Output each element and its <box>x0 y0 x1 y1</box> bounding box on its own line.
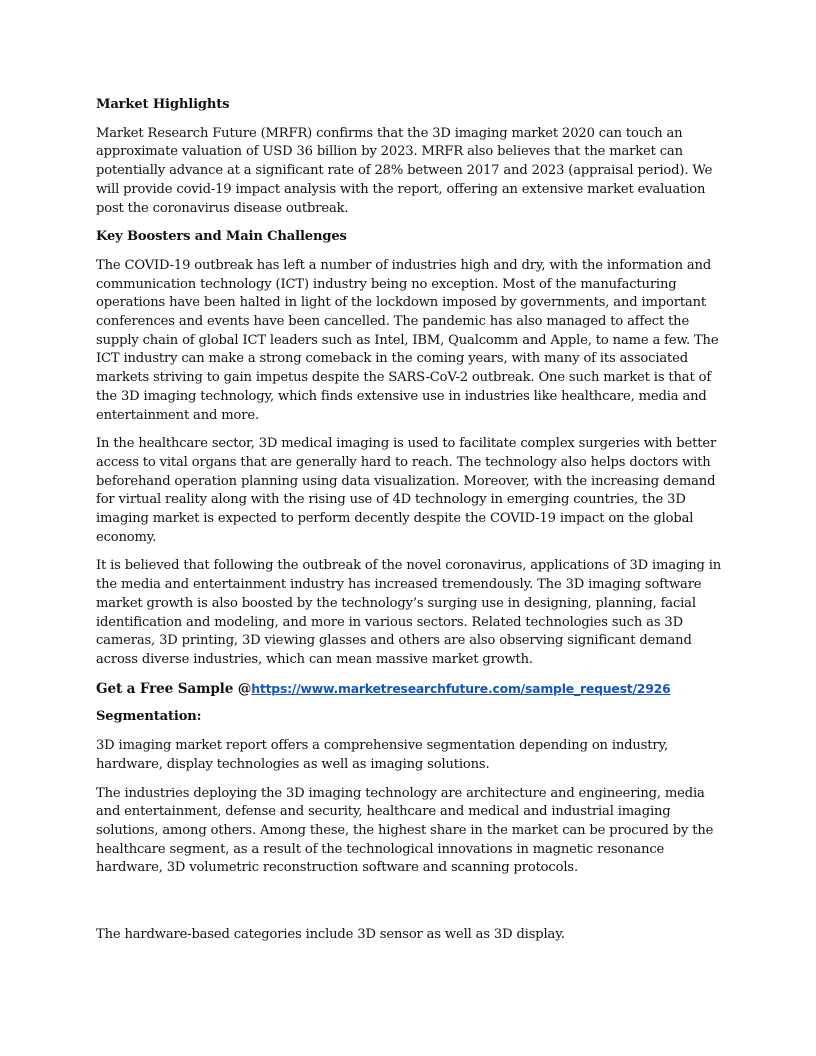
spacer <box>96 888 722 926</box>
key-boosters-paragraph-1: The COVID-19 outbreak has left a number of industries high and dry, with the information and communication technology (ICT) industry being no exception. Most of the manufacturing operations have been halted in light of the lockdown imposed by governments, and important conferences and events have been cancelled. The pandemic has also managed to affect the supply chain of global ICT leaders such as Intel, IBM, Qualcomm and Apple, to name a few. The ICT industry can make a strong comeback in the coming years, with many of its associated markets striving to gain impetus despite the SARS-CoV-2 outbreak. One such market is that of the 3D imaging technology, which finds extensive use in industries like healthcare, media and entertainment and more. <box>96 257 719 423</box>
healthcare-paragraph: In the healthcare sector, 3D medical imaging is used to facilitate complex surgeries with better access to vital organs that are generally hard to reach. The technology also helps doctors with beforehand operation planning using data visualization. Moreover, with the increasing demand for virtual reality along with the rising use of 4D technology in emerging countries, the 3D imaging market is expected to perform decently despite the COVID-19 impact on the global economy. <box>96 436 717 545</box>
market-highlights-heading: Market Highlights <box>96 97 230 112</box>
segmentation-paragraph-1: 3D imaging market report offers a comprehensive segmentation depending on industry, hardware, display technologies as well as imaging solutions. <box>96 738 668 772</box>
key-boosters-heading: Key Boosters and Main Challenges <box>96 229 347 245</box>
segmentation-heading: Segmentation: <box>96 709 202 725</box>
document-page <box>96 96 722 955</box>
hardware-paragraph: The hardware-based categories include 3D sensor as well as 3D display. <box>96 927 565 943</box>
free-sample-line <box>96 680 722 699</box>
industries-paragraph: The industries deploying the 3D imaging technology are architecture and engineering, media and entertainment, defense and security, healthcare and medical and industrial imaging solutions, among others. Among these, the highest share in the market can be procured by the healthcare segment, as a result of the technological innovations in magnetic resonance hardware, 3D volumetric reconstruction software and scanning protocols. <box>96 785 714 876</box>
free-sample-link[interactable]: https://www.marketresearchfuture.com/sample_request/2926 <box>251 680 671 696</box>
market-highlights-paragraph: Market Research Future (MRFR) confirms that the 3D imaging market 2020 can touch an approximate valuation of USD 36 billion by 2023. MRFR also believes that the market can potentially advance at a significant rate of 28% between 2017 and 2023 (appraisal period). We will provide covid-19 impact analysis with the report, offering an extensive market evaluation post the coronavirus disease outbreak. <box>96 125 713 216</box>
media-entertainment-paragraph: It is believed that following the outbreak of the novel coronavirus, applications of 3D imaging in the media and entertainment industry has increased tremendously. The 3D imaging software market growth is also boosted by the technology’s surging use in designing, planning, facial identification and modeling, and more in various sectors. Related technologies such as 3D cameras, 3D printing, 3D viewing glasses and others are also observing significant demand across diverse industries, which can mean massive market growth. <box>96 558 722 667</box>
free-sample-label: Get a Free Sample @ <box>96 680 252 697</box>
